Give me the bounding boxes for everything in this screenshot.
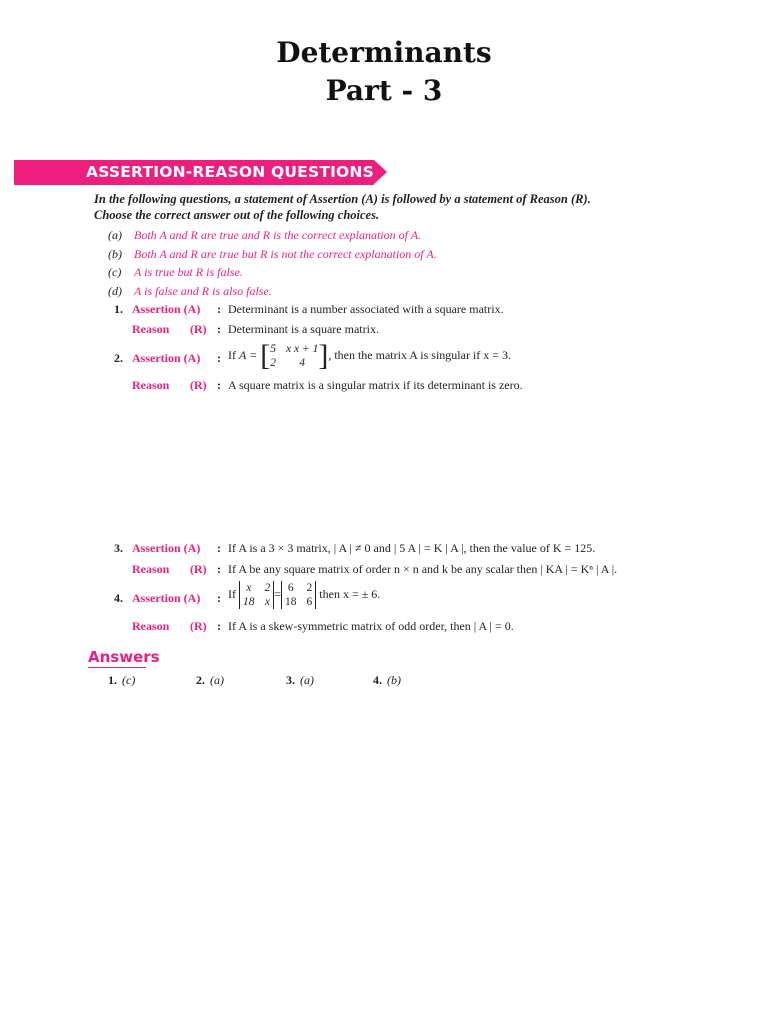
- assertion-label: Assertion (A): [132, 541, 201, 555]
- reason-label: Reason: [132, 322, 170, 336]
- assertion-label: Assertion (A): [132, 302, 201, 316]
- choice-item: [108, 264, 668, 283]
- assertion-label: Assertion (A): [132, 591, 201, 605]
- colon: :: [217, 591, 221, 605]
- answer-item: 3. (a): [286, 673, 314, 687]
- colon: :: [217, 541, 221, 555]
- instructions-line-2: Choose the correct answer out of the following choices.: [94, 208, 380, 222]
- answer-item: 1. (c): [108, 673, 136, 687]
- colon: :: [217, 302, 221, 316]
- choice-item: [108, 246, 668, 265]
- colon: :: [217, 351, 221, 365]
- choice-label: (c): [108, 265, 122, 279]
- reason-text: If A be any square matrix of order n × n and k be any scalar then | KA | = Kⁿ | A |.: [228, 562, 618, 576]
- choice-list: [108, 227, 668, 301]
- choice-item: [108, 227, 668, 246]
- question-number: 4.: [114, 591, 123, 605]
- colon: :: [217, 378, 221, 392]
- reason-tag: (R): [190, 562, 207, 576]
- reason-text: Determinant is a square matrix.: [228, 322, 379, 336]
- page-title: Determinants: [276, 36, 492, 69]
- determinant-right: 6 2 18 6: [281, 581, 316, 609]
- colon: :: [217, 322, 221, 336]
- choice-text: Both A and R are true and R is the correct explanation of A.: [134, 228, 422, 242]
- choice-label: (a): [108, 228, 122, 242]
- choice-text: A is true but R is false.: [134, 265, 243, 279]
- answer-item: 2. (a): [196, 673, 224, 687]
- reason-label: Reason: [132, 562, 170, 576]
- choice-item: [108, 283, 668, 302]
- reason-tag: (R): [190, 619, 207, 633]
- reason-tag: (R): [190, 322, 207, 336]
- assertion-label: Assertion (A): [132, 351, 201, 365]
- assertion-text: If A is a 3 × 3 matrix, | A | ≠ 0 and | 5 A | = K | A |, then the value of K = 125.: [228, 541, 596, 555]
- page-subtitle: Part - 3: [325, 74, 443, 107]
- choice-label: (b): [108, 246, 122, 261]
- assertion-text: If A = [ 5 x x + 1 2 4 ] , then the matrix A is singular if x = 3.: [228, 339, 512, 372]
- determinant-left: x 2 18 x: [239, 581, 274, 609]
- colon: :: [217, 562, 221, 576]
- instructions: [94, 191, 694, 223]
- reason-tag: (R): [190, 378, 207, 392]
- choice-text: Both A and R are true but R is not the correct explanation of A.: [134, 246, 437, 261]
- reason-text: If A is a skew-symmetric matrix of odd order, then | A | = 0.: [228, 619, 514, 633]
- reason-text: A square matrix is a singular matrix if its determinant is zero.: [228, 378, 523, 392]
- question-number: 2.: [114, 351, 123, 365]
- reason-label: Reason: [132, 378, 170, 392]
- assertion-text: If x 2 18 x = 6 2 18 6 then x = ± 6.: [228, 582, 381, 608]
- question-number: 1.: [114, 302, 123, 316]
- answer-item: 4. (b): [373, 673, 401, 687]
- answers-heading: Answers: [88, 648, 160, 666]
- instructions-line-1: In the following questions, a statement of Assertion (A) is followed by a statement of Reason (R).: [94, 192, 591, 206]
- choice-label: (d): [108, 283, 122, 298]
- choice-text: A is false and R is also false.: [134, 283, 272, 298]
- reason-label: Reason: [132, 619, 170, 633]
- assertion-text: Determinant is a number associated with a square matrix.: [228, 302, 504, 316]
- colon: :: [217, 619, 221, 633]
- question-number: 3.: [114, 541, 123, 555]
- section-banner: ASSERTION-REASON QUESTIONS: [14, 160, 374, 185]
- matrix: [ 5 x x + 1 2 4 ]: [260, 339, 329, 372]
